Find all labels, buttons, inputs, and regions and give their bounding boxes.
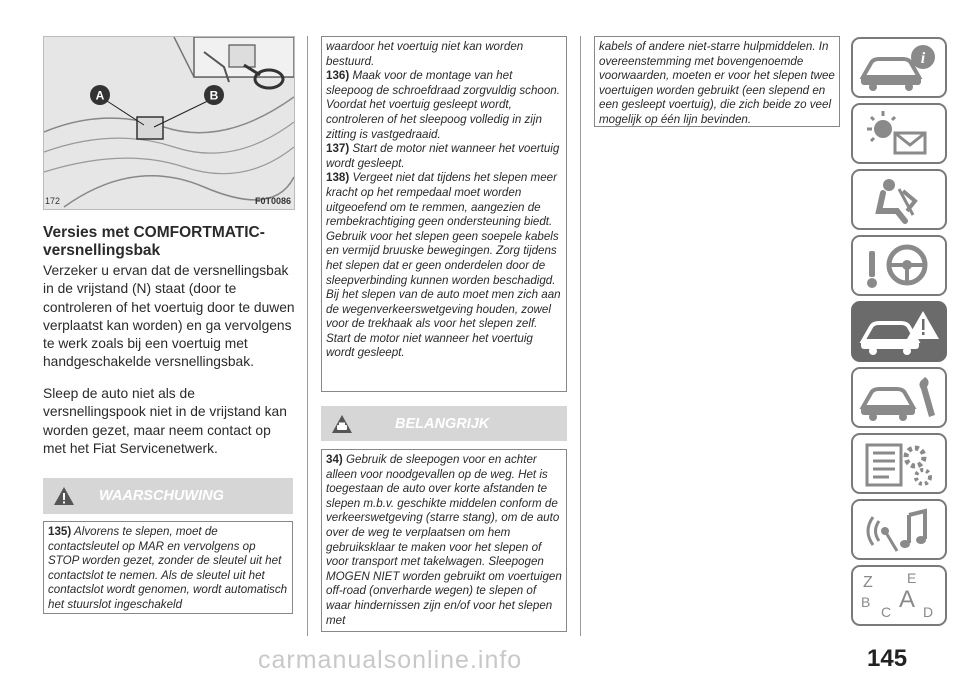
tab-maintenance[interactable] xyxy=(851,367,947,428)
item-135-text: Alvorens te slepen, moet de contactsleutel op MAR en vervolgens op STOP worden gezet, zonder de sleutel uit het contactslot te nemen. Als de sleutel uit het contactslot wordt genomen, wordt automatisch het stuurslot ingeschakeld xyxy=(48,525,288,611)
column-divider xyxy=(307,36,308,636)
tow-eye-illustration xyxy=(43,36,295,210)
important-header xyxy=(321,406,567,441)
bumper-drawing xyxy=(44,37,294,209)
svg-text:Z: Z xyxy=(863,574,873,591)
item-34-number: 34) xyxy=(326,453,343,466)
svg-text:A: A xyxy=(899,586,916,613)
item-136-number: 136) xyxy=(326,69,350,83)
important-box-continued xyxy=(594,36,840,127)
figure-number: 172 xyxy=(45,196,61,206)
warning-continued-text: waardoor het voertuig niet kan worden bestuurd. xyxy=(326,40,524,68)
specs-gear-icon xyxy=(853,435,945,492)
svg-text:D: D xyxy=(923,604,934,620)
paragraph-neutral: Verzeker u ervan dat de versnellingsbak in de vrijstand (N) staat (door te controleren of het voertuig door te duwen verplaatst kan worden) en ga vervolgens te werk zoals bij een voertuig met handgeschakelde versnellingsbak. xyxy=(43,263,295,370)
important-continued-text: kabels of andere niet-starre hulpmiddelen. In overeenstemming met bovengenoemde voorwaarden, moeten er voor het slepen twee voertuigen worden gebruikt (een slepend en een gesleept voertuig), die zich beide zo veel mogelijk op één lijn bevinden. xyxy=(599,40,835,126)
tab-warning-lights[interactable] xyxy=(851,103,947,164)
item-138-number: 138) xyxy=(326,171,350,185)
warning-triangle-icon xyxy=(53,485,75,507)
watermark: carmanualsonline.info xyxy=(258,646,523,674)
item-136-text: Maak voor de montage van het sleepoog de schroefdraad zorgvuldig schoon. Voordat het voertuig gesleept wordt, controleren of het sleepoog volledig in zijn zitting is vastgedraaid. xyxy=(326,69,560,141)
svg-text:C: C xyxy=(881,604,892,620)
item-135-number: 135) xyxy=(48,525,72,538)
tab-index[interactable] xyxy=(851,565,947,626)
important-label: BELANGRIJK xyxy=(395,415,490,432)
emergency-car-icon xyxy=(853,303,945,360)
page-number: 145 xyxy=(867,645,908,672)
item-138-text: Vergeet niet dat tijdens het slepen meer kracht op het rempedaal moet worden uitgeoefend om te remmen, aangezien de rembekrachtiging geen ondersteuning biedt. Gebruik voor het slepen geen soepele kabels en vermijd bruuske bewegingen. Zorg tijdens het slepen dat er geen onderdelen door de sleepverbinding kunnen worden beschadigd. Bij het slepen van de auto moet men zich aan de wegenverkeerswetgeving houden, zowel voor de trekhaak als voor het slepen zelf. Start de motor niet wanneer het voertuig wordt gesleept. xyxy=(326,171,561,360)
figure-code: F0T0086 xyxy=(254,196,291,206)
svg-text:E: E xyxy=(907,570,917,586)
tab-car-info[interactable] xyxy=(851,37,947,98)
multimedia-icon xyxy=(853,501,945,558)
index-letters-icon xyxy=(853,567,945,624)
item-34-text: Gebruik de sleepogen voor en achter alleen voor noodgevallen op de weg. Het is toegestaan de auto over korte afstanden te slepen m.b.v. geschikte middelen conform de verkeerswetgeving (starre stang), om de auto over de weg te verplaatsen om hem gebruiksklaar te maken voor het slepen of voor transport met takelwagen. Sleepogen MOGEN NIET worden gebruikt om voertuigen off-road (onverharde wegen) te slepen of waar hindernissen zijn en/of voor het slepen met xyxy=(326,453,562,627)
important-box xyxy=(321,449,567,632)
svg-text:B: B xyxy=(861,594,871,610)
item-137-number: 137) xyxy=(326,142,350,156)
tab-specs[interactable] xyxy=(851,433,947,494)
warning-header xyxy=(43,478,293,514)
warning-box-continued xyxy=(321,36,567,392)
svg-text:i: i xyxy=(920,50,926,67)
warning-box-left xyxy=(43,521,293,614)
steering-key-icon xyxy=(853,237,945,294)
marker-a: A xyxy=(95,88,105,103)
paragraph-service: Sleep de auto niet als de versnellingspook niet in de vrijstand kan worden gezet, maar neem contact op met het Fiat Servicenetwerk. xyxy=(43,386,287,456)
marker-b: B xyxy=(209,88,219,103)
item-137-text: Start de motor niet wanneer het voertuig wordt gesleept. xyxy=(326,142,560,170)
tab-multimedia[interactable] xyxy=(851,499,947,560)
section-title: Versies met COMFORTMATIC-versnellingsbak xyxy=(43,224,265,259)
warning-lights-icon xyxy=(853,105,945,162)
car-info-icon xyxy=(853,39,945,96)
car-notice-icon xyxy=(331,413,353,435)
warning-label: WAARSCHUWING xyxy=(99,488,224,504)
car-maintenance-icon xyxy=(853,369,945,426)
tab-emergency[interactable] xyxy=(851,301,947,362)
tab-steering-key[interactable] xyxy=(851,235,947,296)
column-divider xyxy=(580,36,581,636)
seat-airbag-icon xyxy=(853,171,945,228)
tab-seat-airbag[interactable] xyxy=(851,169,947,230)
